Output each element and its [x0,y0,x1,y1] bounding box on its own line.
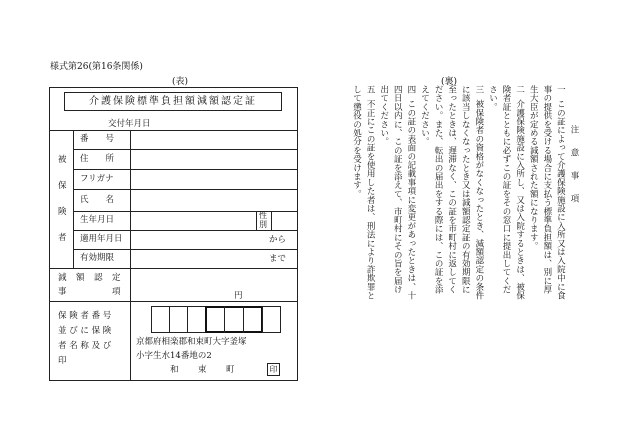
notes-title: 注 意 事 項 [569,125,579,206]
insurer-name-char-1: 和 [170,365,179,375]
certificate-back-notes [330,85,580,300]
field-address-label: 住 所 [80,154,115,164]
note-text: 介護保険施設に入所し、又は入院するときは、被保険者証とともに必ずこの証をその窓口に提出してください。 [487,85,525,300]
gender-label-1: 性 [259,211,267,220]
insurer-label-3: 者 名 称 及 び [58,341,112,351]
issue-date-label: 交付年月日 [108,119,151,129]
insurer-address-line-2: 小字生水14番地の2 [136,351,212,361]
field-valid-until-label: 有効期限 [80,253,115,263]
note-item [485,85,526,300]
note-item [417,85,485,300]
insurer-number-box [151,306,170,333]
reduced-amount-label-2: 事 項 [58,287,122,297]
note-text: 不正にこの証を使用した者は、刑法により詐欺罪として懲役の処分を受けます。 [351,85,376,300]
note-text: この証によって介護保険施設に入所又は入院中に食事の提供を受ける場合に支払う標準負担額は、別に厚生大臣が定める減額された額になります。 [528,85,566,300]
note-number: 四 [405,85,416,94]
insured-label-2: 保 [58,181,67,191]
official-seal: 印 [267,363,280,376]
certificate-front [49,87,298,381]
insured-label-1: 被 [58,155,67,165]
note-number: 三 [473,85,484,94]
insurer-number-box-bold [205,306,263,333]
certificate-title: 介護保険標準負担額減額認定証 [64,92,282,111]
valid-suffix: まで [269,254,287,264]
applied-suffix: から [269,235,287,245]
note-item [376,85,417,300]
field-applied-date-label: 適用年月日 [80,234,123,244]
insurer-name-char-2: 束 [198,365,207,375]
insurer-address-line-1: 京都府相楽郡和束町大字釜塚 [136,337,247,347]
field-furigana-label: フリガナ [80,174,114,184]
front-side-label: (表) [172,77,189,87]
insurer-number-box [187,306,206,333]
note-number: 一 [555,85,566,94]
insurer-label-2: 並 び に 保 険 [58,326,112,336]
insured-label-4: 者 [58,233,67,243]
note-number: 五 [365,85,376,94]
reduced-amount-label-1: 減 額 認 定 [58,273,122,283]
note-item [526,85,567,300]
field-number-label: 番 号 [80,134,115,144]
insured-label-3: 険 [58,207,67,217]
reduced-amount-unit: 円 [234,291,243,301]
form-number: 様式第26(第16条関係) [50,62,143,72]
insurer-label-4: 印 [58,356,67,366]
note-item [349,85,376,300]
insurer-name-char-3: 町 [226,365,235,375]
insurer-number-box [169,306,188,333]
insurer-label-1: 保 険 者 番 号 [58,311,112,321]
insurer-number-box [262,306,281,333]
gender-label-2: 別 [259,220,267,229]
note-number: 二 [514,85,525,94]
back-side-label: (裏) [441,77,458,87]
field-birth-date-label: 生年月日 [80,215,115,225]
field-name-label: 氏 名 [80,195,115,205]
note-text: この証の表面の記載事項に変更があったときは、十四日以内に、この証を添えて、市町村にその旨を届け出てください。 [378,85,416,300]
note-text: 被保険者の資格がなくなったとき、減額認定の条件に該当しなくなったとき又は減額認定証の有効期限に至ったときは、遅滞なく、この証を市町村に返してください。また、転出の届出をする際には、この証を添えてください。 [419,85,484,300]
